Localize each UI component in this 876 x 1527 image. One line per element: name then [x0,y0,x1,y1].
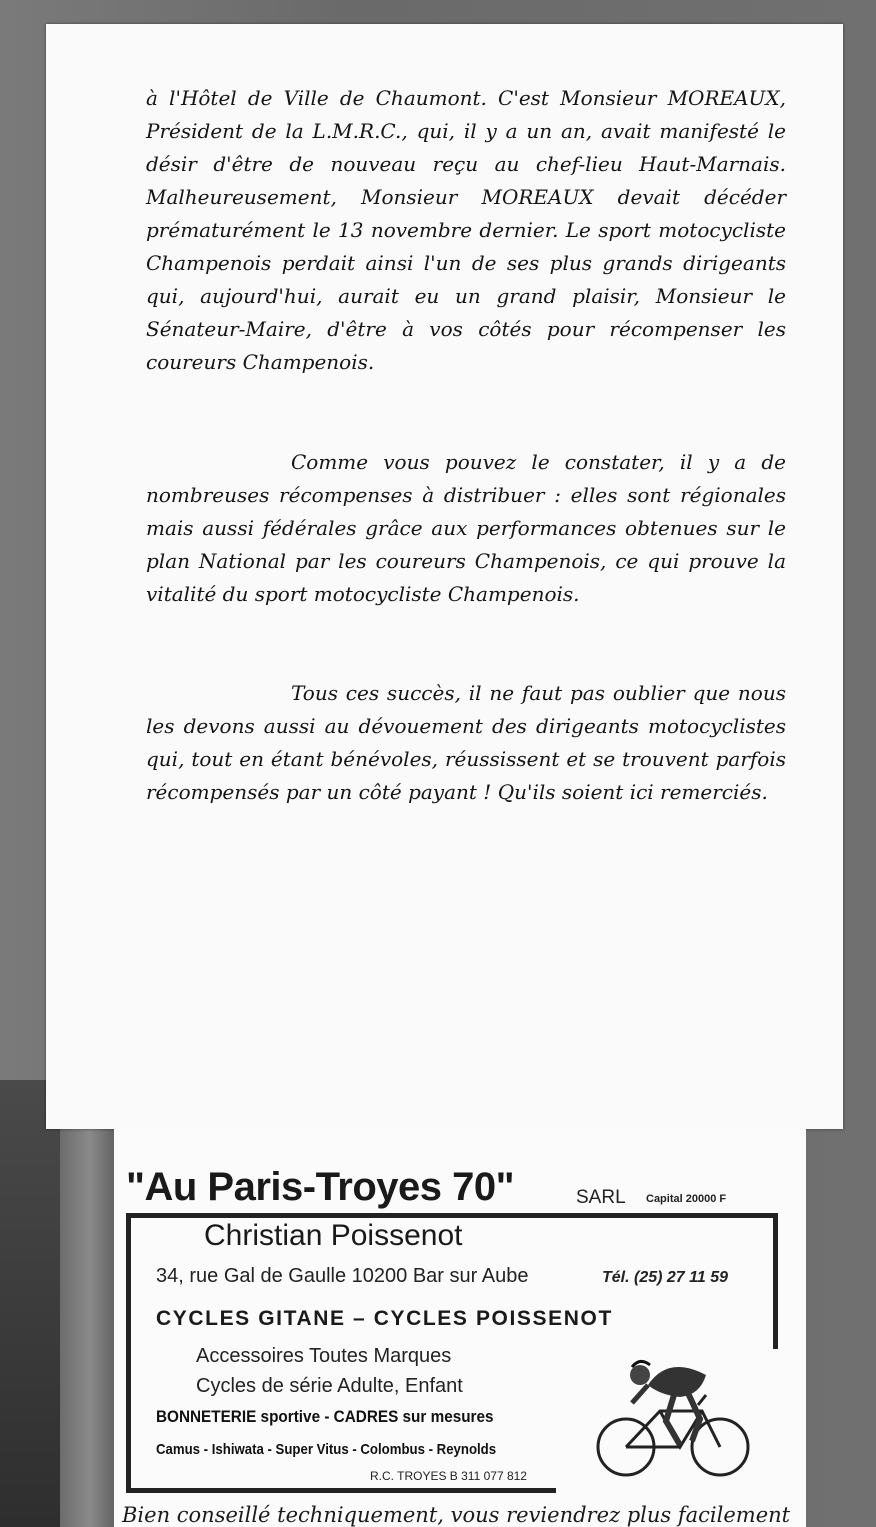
ad-capital: Capital 20000 F [646,1193,727,1205]
letter-paragraph-1: à l'Hôtel de Ville de Chaumont. C'est Monsieur MOREAUX, Président de la L.M.R.C., qui, il y a un an, avait manifesté le désir d'être de nouveau reçu au chef-lieu Haut-Marnais. Malheureusement, Monsieur MOREAUX devait décéder prématurément le 13 novembre dernier. Le sport motocycliste Champenois perdait ainsi l'un de ses plus grands dirigeants qui, aujourd'hui, aurait eu un grand plaisir, Monsieur le Sénateur-Maire, d'être à vos côtés pour récompenser les coureurs Champenois. [146,86,786,374]
ad-frame-top [126,1213,778,1218]
ad-series: Cycles de série Adulte, Enfant [196,1375,463,1397]
ad-bonneterie: BONNETERIE sportive - CADRES sur mesures [156,1407,494,1426]
letter-page [46,24,843,1129]
ad-address: 34, rue Gal de Gaulle 10200 Bar sur Aube [156,1265,529,1287]
advertisement [114,1129,806,1527]
ad-brands: CYCLES GITANE – CYCLES POISSENOT [156,1307,613,1330]
ad-frame-left [126,1213,131,1493]
ad-sarl: SARL [576,1187,626,1208]
ad-frame-right [773,1213,778,1349]
binding-strip [60,1085,122,1527]
ad-owner-name: Christian Poissenot [204,1219,463,1252]
letter-paragraph-3: Tous ces succès, il ne faut pas oublier que nous les devons aussi au dévouement des dirigeants motocyclistes qui, tout en étant bénévoles, réussissent et se trouvent parfois récompensés par un côté payant ! Qu'ils soient ici remerciés. [146,681,786,804]
ad-frame-bottom [126,1488,556,1493]
cyclist-illustration-icon [588,1345,760,1477]
ad-registration: R.C. TROYES B 311 077 812 [370,1469,527,1483]
ad-slogan: Bien conseillé techniquement, vous reviendrez plus facilement [122,1503,791,1527]
ad-accessories: Accessoires Toutes Marques [196,1345,452,1367]
ad-telephone: Tél. (25) 27 11 59 [602,1269,728,1286]
ad-title: "Au Paris-Troyes 70" [126,1165,515,1209]
ad-tube-makes: Camus - Ishiwata - Super Vitus - Colombus - Reynolds [156,1441,497,1458]
letter-paragraph-2: Comme vous pouvez le constater, il y a de nombreuses récompenses à distribuer : elles sont régionales mais aussi fédérales grâce aux performances obtenues sur le plan National par les coureurs Champenois, ce qui prouve la vitalité du sport motocycliste Champenois. [146,450,786,606]
